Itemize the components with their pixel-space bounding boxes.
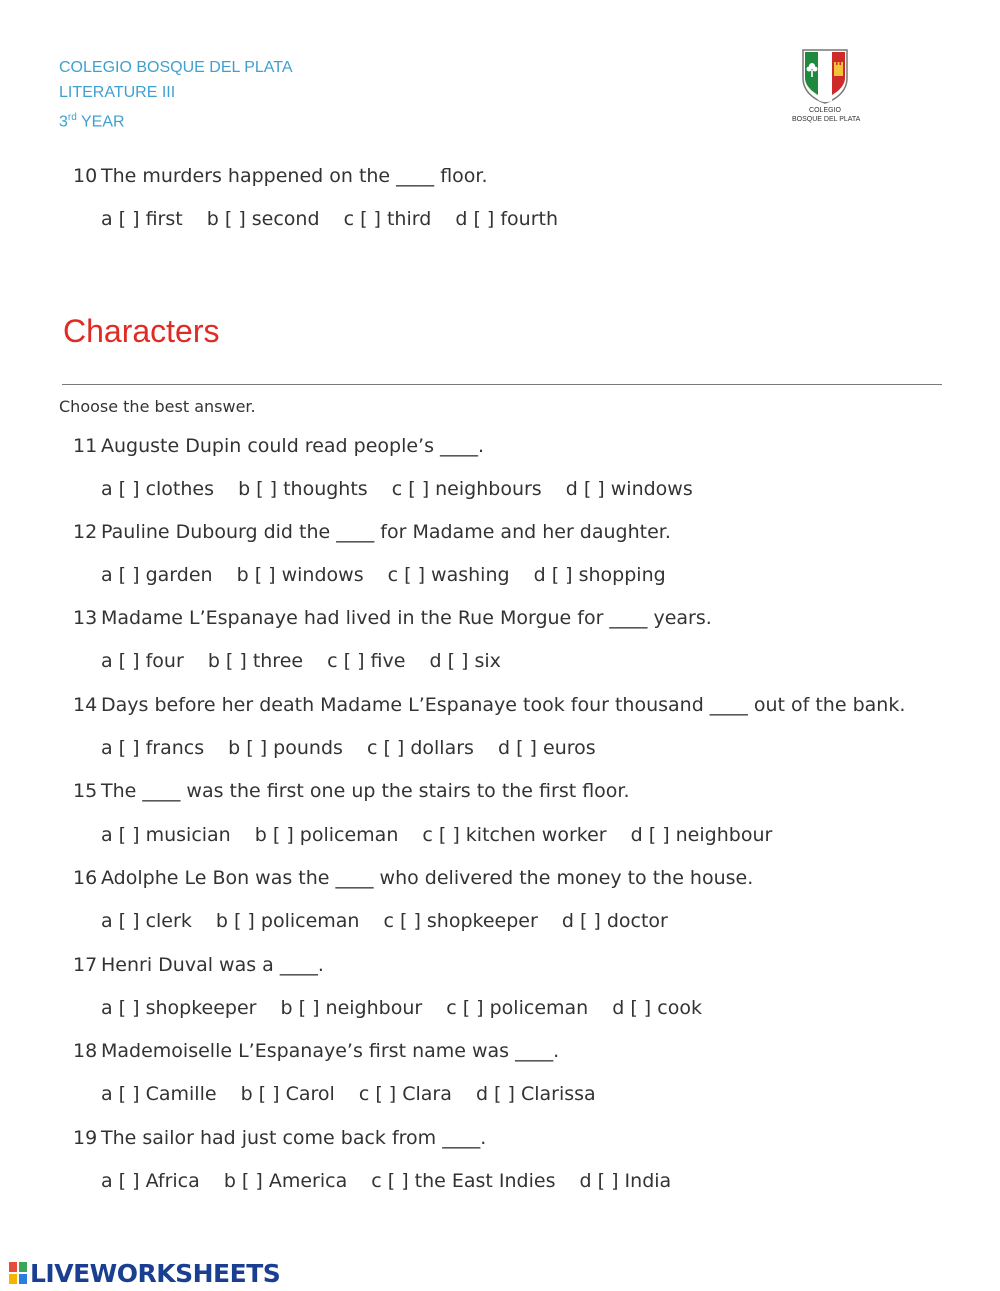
section-divider	[62, 384, 942, 385]
option-b[interactable]: b [ ] policeman	[254, 824, 399, 846]
question-number: 15	[73, 780, 98, 802]
answer-options	[101, 910, 686, 932]
liveworksheets-wordmark: LIVEWORKSHEETS	[30, 1258, 281, 1288]
question-number: 18	[73, 1040, 98, 1062]
option-b[interactable]: b [ ] policeman	[215, 910, 360, 932]
option-c[interactable]: c [ ] Clara	[358, 1083, 452, 1105]
answer-options	[101, 564, 684, 586]
option-a[interactable]: a [ ] four	[101, 650, 184, 672]
question-number: 17	[73, 954, 98, 976]
option-d[interactable]: d [ ] euros	[498, 737, 596, 759]
option-a[interactable]: a [ ] clerk	[101, 910, 192, 932]
section-title: Characters	[63, 313, 220, 349]
question-number: 12	[73, 521, 98, 543]
answer-options	[101, 478, 711, 500]
option-a[interactable]: a [ ] Camille	[101, 1083, 217, 1105]
question-text: Pauline Dubourg did the ____ for Madame and her daughter.	[101, 521, 671, 543]
option-d[interactable]: d [ ] fourth	[455, 208, 559, 230]
question-text: Madame L’Espanaye had lived in the Rue Morgue for ____ years.	[101, 607, 712, 629]
option-b[interactable]: b [ ] neighbour	[280, 997, 423, 1019]
question-text: The sailor had just come back from ____.	[101, 1127, 487, 1149]
option-d[interactable]: d [ ] India	[579, 1170, 672, 1192]
question-text: The murders happened on the ____ floor.	[101, 165, 488, 187]
option-d[interactable]: d [ ] cook	[612, 997, 702, 1019]
crest-caption-2: BOSQUE DEL PLATA	[792, 116, 861, 123]
school-crest	[792, 48, 861, 124]
liveworksheets-icon	[8, 1261, 28, 1285]
year-label: 3rd YEAR	[59, 112, 125, 131]
option-a[interactable]: a [ ] garden	[101, 564, 213, 586]
option-b[interactable]: b [ ] three	[207, 650, 304, 672]
answer-options	[101, 737, 614, 759]
answer-options	[101, 1170, 689, 1192]
option-c[interactable]: c [ ] five	[327, 650, 406, 672]
option-d[interactable]: d [ ] windows	[565, 478, 693, 500]
option-b[interactable]: b [ ] windows	[236, 564, 364, 586]
question-text: Mademoiselle L’Espanaye’s first name was ____.	[101, 1040, 560, 1062]
option-a[interactable]: a [ ] francs	[101, 737, 205, 759]
crest-caption-1: COLEGIO	[809, 107, 841, 114]
instruction-text: Choose the best answer.	[59, 397, 256, 416]
option-c[interactable]: c [ ] policeman	[446, 997, 589, 1019]
option-c[interactable]: c [ ] shopkeeper	[383, 910, 538, 932]
question-number: 19	[73, 1127, 98, 1149]
question-number: 14	[73, 694, 98, 716]
option-a[interactable]: a [ ] musician	[101, 824, 231, 846]
option-a[interactable]: a [ ] shopkeeper	[101, 997, 257, 1019]
question-text: Henri Duval was a ____.	[101, 954, 324, 976]
question-number: 11	[73, 435, 98, 457]
question-text: Adolphe Le Bon was the ____ who delivered the money to the house.	[101, 867, 754, 889]
option-c[interactable]: c [ ] washing	[387, 564, 510, 586]
option-c[interactable]: c [ ] neighbours	[391, 478, 542, 500]
school-name: COLEGIO BOSQUE DEL PLATA	[59, 59, 293, 76]
question-text: Days before her death Madame L’Espanaye took four thousand ____ out of the bank.	[101, 694, 906, 716]
school-header	[59, 55, 293, 134]
answer-options	[101, 824, 790, 846]
option-d[interactable]: d [ ] Clarissa	[475, 1083, 596, 1105]
option-c[interactable]: c [ ] dollars	[366, 737, 474, 759]
option-b[interactable]: b [ ] thoughts	[238, 478, 368, 500]
question-number: 13	[73, 607, 98, 629]
option-a[interactable]: a [ ] first	[101, 208, 183, 230]
answer-options	[101, 1083, 614, 1105]
question-number: 10	[73, 165, 98, 187]
option-c[interactable]: c [ ] third	[343, 208, 432, 230]
option-a[interactable]: a [ ] clothes	[101, 478, 215, 500]
question-number: 16	[73, 867, 98, 889]
question-text: Auguste Dupin could read people’s ____.	[101, 435, 485, 457]
option-d[interactable]: d [ ] neighbour	[630, 824, 773, 846]
option-d[interactable]: d [ ] shopping	[533, 564, 666, 586]
question-text: The ____ was the first one up the stairs to the first floor.	[101, 780, 630, 802]
option-b[interactable]: b [ ] Carol	[240, 1083, 335, 1105]
option-a[interactable]: a [ ] Africa	[101, 1170, 200, 1192]
crest-shield-icon	[801, 48, 849, 104]
option-d[interactable]: d [ ] six	[429, 650, 501, 672]
option-c[interactable]: c [ ] the East Indies	[371, 1170, 556, 1192]
answer-options	[101, 997, 720, 1019]
liveworksheets-logo[interactable]	[8, 1258, 280, 1288]
option-b[interactable]: b [ ] second	[206, 208, 320, 230]
answer-options	[101, 650, 519, 672]
option-b[interactable]: b [ ] pounds	[228, 737, 343, 759]
subject-name: LITERATURE III	[59, 84, 176, 101]
option-c[interactable]: c [ ] kitchen worker	[422, 824, 607, 846]
answer-options	[101, 208, 576, 230]
option-d[interactable]: d [ ] doctor	[561, 910, 668, 932]
option-b[interactable]: b [ ] America	[223, 1170, 348, 1192]
